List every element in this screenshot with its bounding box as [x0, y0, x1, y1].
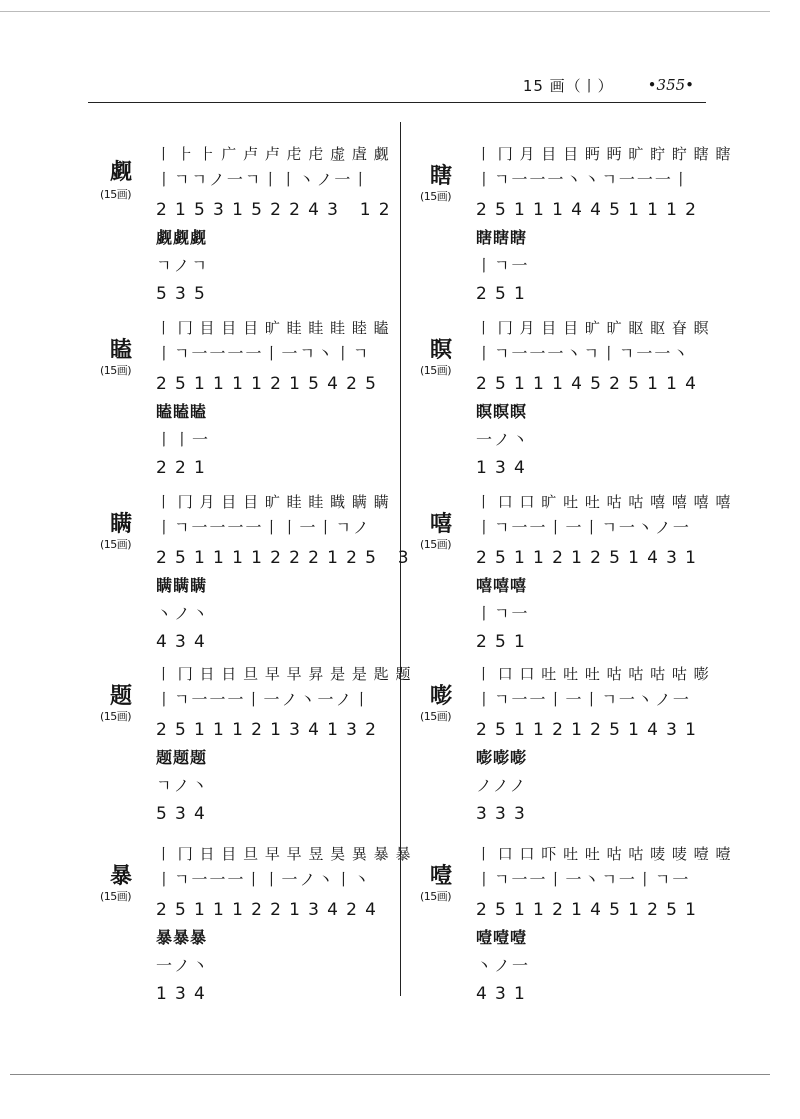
stroke-progression: 丨 口 口 旷 吐 吐 咕 咕 嘻 嘻 嘻 嘻: [476, 493, 732, 511]
page-header: [88, 72, 694, 98]
tail-progression: 瞒瞒瞒: [156, 576, 208, 595]
stroke-progression: 丨 口 口 吐 吐 吐 咕 咕 咕 咕 嘭: [476, 665, 710, 683]
stroke-forms: 丨ㄱ一一一丨一ノ丶一ノ丨: [156, 690, 372, 709]
stroke-count-tag: (15画): [420, 364, 452, 377]
stroke-forms: 丨ㄱ一一一丶ㄱ丨ㄱ一一丶: [476, 344, 691, 363]
stroke-progression: 丨 冂 目 目 目 旷 眭 眭 眭 睦 瞌: [156, 319, 390, 337]
tail-stroke-codes: 431: [476, 984, 534, 1004]
tail-stroke-forms: 一ノ丶: [476, 430, 531, 449]
stroke-forms: 丨ㄱㄱノ一ㄱ丨丨丶ノ一丨: [156, 170, 371, 189]
stroke-count-tag: (15画): [100, 364, 132, 377]
stroke-progression: 丨 ⺊ ⺊ 广 卢 卢 虍 虍 虚 虘 觑: [156, 145, 390, 163]
tail-stroke-codes: 333: [476, 804, 534, 824]
stroke-codes: 251114451112: [476, 200, 705, 220]
tail-progression: 瞑瞑瞑: [476, 402, 528, 421]
entry-character: 嘻: [430, 511, 453, 537]
stroke-progression: 丨 口 口 吓 吐 吐 咕 咕 唛 唛 噎 噎: [476, 845, 732, 863]
stroke-progression: 丨 冂 月 目 目 旷 旷 眍 眍 眘 瞑: [476, 319, 710, 337]
tail-stroke-forms: ノノノ: [476, 776, 528, 795]
entry-card: [420, 142, 732, 304]
tail-progression: 噎噎噎: [476, 928, 528, 947]
tail-stroke-codes: 434: [156, 632, 214, 652]
stroke-forms: 丨ㄱ一一一丶丶ㄱ一一一丨: [476, 170, 691, 189]
tail-progression: 题题题: [156, 748, 208, 767]
entry-character: 瞒: [110, 511, 133, 537]
tail-stroke-forms: 丨ㄱ一: [476, 604, 530, 623]
header-rule: [88, 102, 706, 103]
stroke-codes: 251112134132: [156, 720, 385, 740]
stroke-codes: 251112213424: [156, 900, 385, 920]
tail-progression: 觑觑觑: [156, 228, 208, 247]
tail-stroke-forms: ㄱノㄱ: [156, 256, 209, 275]
stroke-forms: 丨ㄱ一一丨一丨ㄱ一丶ノ一: [476, 518, 691, 537]
stroke-count-tag: (15画): [100, 890, 132, 903]
stroke-count-tag: (15画): [420, 890, 452, 903]
entry-character: 觑: [110, 159, 133, 185]
tail-stroke-forms: ㄱノ丶: [156, 776, 210, 795]
entry-character: 题: [110, 683, 133, 709]
tail-stroke-codes: 251: [476, 632, 534, 652]
page-number: •355•: [647, 76, 694, 94]
stroke-progression: 丨 冂 月 目 目 眄 眄 旷 眝 眝 瞎 瞎: [476, 145, 732, 163]
entry-card: [420, 490, 732, 652]
tail-stroke-codes: 535: [156, 284, 214, 304]
entry-character: 暴: [110, 863, 133, 889]
entry-character: 瞑: [430, 337, 453, 363]
stroke-codes: 251111222125 3: [156, 548, 417, 568]
tail-stroke-codes: 251: [476, 284, 534, 304]
stroke-count-tag: (15画): [100, 538, 132, 551]
tail-stroke-forms: 丶ノ一: [476, 956, 531, 975]
tail-progression: 瞌瞌瞌: [156, 402, 208, 421]
stroke-codes: 2153152243 12: [156, 200, 398, 220]
entry-card: [420, 842, 732, 1004]
entry-card: [100, 316, 390, 478]
stroke-codes: 251121451251: [476, 900, 705, 920]
stroke-count-tag: (15画): [420, 710, 452, 723]
tail-stroke-forms: 丨丨一: [156, 430, 211, 449]
entry-character: 瞎: [430, 163, 453, 189]
tail-stroke-forms: 丨ㄱ一: [476, 256, 530, 275]
entry-card: [100, 662, 412, 824]
tail-progression: 瞎瞎瞎: [476, 228, 528, 247]
entry-character: 噎: [430, 863, 453, 889]
tail-stroke-codes: 134: [476, 458, 534, 478]
stroke-count-tag: (15画): [420, 538, 452, 551]
stroke-codes: 251121251431: [476, 720, 705, 740]
entry-character: 瞌: [110, 337, 133, 363]
tail-stroke-codes: 534: [156, 804, 214, 824]
tail-progression: 嘭嘭嘭: [476, 748, 528, 767]
stroke-forms: 丨ㄱ一一丨一丶ㄱ一丨ㄱ一: [476, 870, 691, 889]
entry-card: [100, 142, 398, 304]
stroke-codes: 251121251431: [476, 548, 705, 568]
entry-character: 嘭: [430, 683, 453, 709]
stroke-forms: 丨ㄱ一一一一丨丨一丨ㄱノ: [156, 518, 371, 537]
section-label: 15 画（丨）: [522, 76, 614, 95]
footer-rule: [10, 1074, 770, 1075]
stroke-count-tag: (15画): [100, 710, 132, 723]
stroke-count-tag: (15画): [100, 188, 132, 201]
entry-card: [100, 842, 412, 1004]
entry-card: [420, 316, 710, 478]
stroke-forms: 丨ㄱ一一一一丨一ㄱ丶丨ㄱ: [156, 344, 371, 363]
tail-stroke-codes: 221: [156, 458, 214, 478]
top-hairline: [0, 11, 770, 12]
stroke-count-tag: (15画): [420, 190, 452, 203]
tail-stroke-codes: 134: [156, 984, 214, 1004]
stroke-codes: 251111215425: [156, 374, 385, 394]
entry-card: [420, 662, 710, 824]
stroke-progression: 丨 冂 日 日 旦 早 早 昇 是 是 匙 题: [156, 665, 412, 683]
tail-progression: 嘻嘻嘻: [476, 576, 528, 595]
entry-card: [100, 490, 417, 652]
tail-stroke-forms: 一ノ丶: [156, 956, 211, 975]
stroke-forms: 丨ㄱ一一丨一丨ㄱ一丶ノ一: [476, 690, 691, 709]
stroke-progression: 丨 冂 日 目 旦 早 早 昱 昊 異 暴 暴: [156, 845, 412, 863]
stroke-forms: 丨ㄱ一一一丨丨一ノ丶丨丶: [156, 870, 372, 889]
stroke-codes: 251114525114: [476, 374, 705, 394]
stroke-progression: 丨 冂 月 目 目 旷 眭 眭 睵 瞒 瞒: [156, 493, 390, 511]
tail-stroke-forms: 丶ノ丶: [156, 604, 211, 623]
tail-progression: 暴暴暴: [156, 928, 208, 947]
